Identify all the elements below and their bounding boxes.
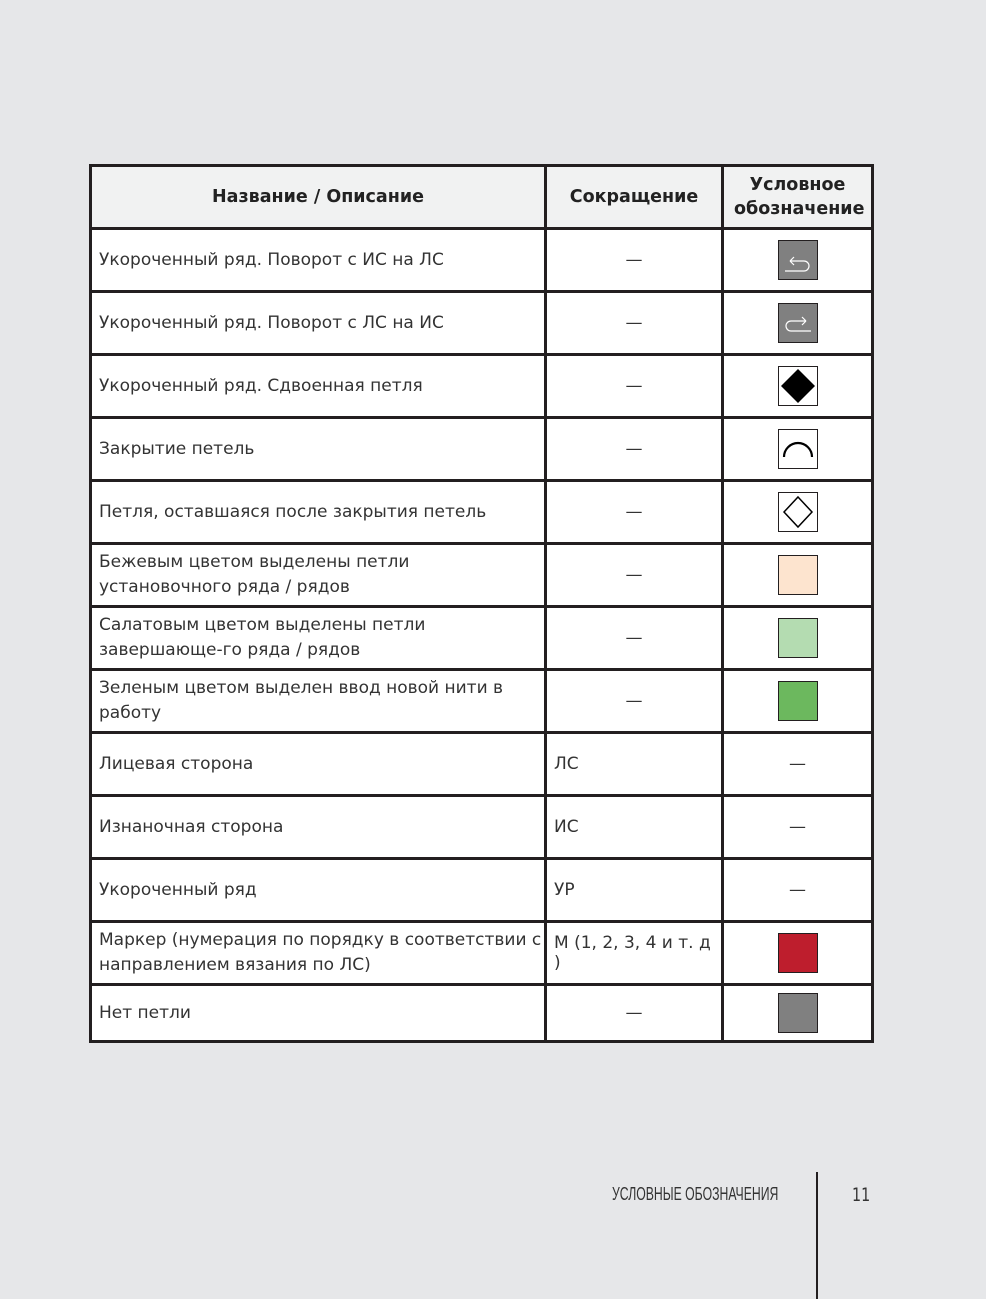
table-row xyxy=(91,418,873,481)
table-body xyxy=(91,229,873,1042)
row-abbreviation: — xyxy=(546,670,723,733)
arc-icon xyxy=(778,429,818,469)
section-title: УСЛОВНЫЕ ОБОЗНАЧЕНИЯ xyxy=(612,1184,779,1204)
row-symbol: — xyxy=(723,859,873,922)
table-row xyxy=(91,922,873,985)
swatch-icon xyxy=(778,993,818,1033)
row-abbreviation: ИС xyxy=(546,796,723,859)
row-description: Маркер (нумерация по порядку в соответствии с направлением вязания по ЛС) xyxy=(91,922,546,985)
row-symbol xyxy=(723,544,873,607)
outline-diamond-icon xyxy=(778,492,818,532)
row-abbreviation: — xyxy=(546,607,723,670)
turn-left-arrow-icon xyxy=(778,240,818,280)
row-symbol xyxy=(723,985,873,1042)
row-symbol xyxy=(723,922,873,985)
row-description: Укороченный ряд. Поворот с ИС на ЛС xyxy=(91,229,546,292)
table-row xyxy=(91,481,873,544)
row-symbol xyxy=(723,292,873,355)
row-abbreviation: УР xyxy=(546,859,723,922)
table-row xyxy=(91,229,873,292)
row-symbol xyxy=(723,229,873,292)
header-description: Название / Описание xyxy=(91,166,546,229)
row-description: Бежевым цветом выделены петли установочного ряда / рядов xyxy=(91,544,546,607)
row-description: Укороченный ряд xyxy=(91,859,546,922)
table-row xyxy=(91,796,873,859)
swatch-icon xyxy=(778,681,818,721)
row-description: Изнаночная сторона xyxy=(91,796,546,859)
row-abbreviation: — xyxy=(546,229,723,292)
row-abbreviation: ЛС xyxy=(546,733,723,796)
row-description: Укороченный ряд. Сдвоенная петля xyxy=(91,355,546,418)
page-number: 11 xyxy=(852,1184,871,1206)
table-row xyxy=(91,859,873,922)
swatch-icon xyxy=(778,933,818,973)
row-symbol: — xyxy=(723,796,873,859)
row-abbreviation: М (1, 2, 3, 4 и т. д ) xyxy=(546,922,723,985)
swatch-icon xyxy=(778,618,818,658)
table-row xyxy=(91,544,873,607)
table-row xyxy=(91,607,873,670)
row-description: Салатовым цветом выделены петли завершающе-го ряда / рядов xyxy=(91,607,546,670)
row-symbol xyxy=(723,670,873,733)
row-description: Зеленым цветом выделен ввод новой нити в работу xyxy=(91,670,546,733)
row-description: Нет петли xyxy=(91,985,546,1042)
row-symbol xyxy=(723,355,873,418)
row-symbol xyxy=(723,418,873,481)
footer-divider xyxy=(816,1172,818,1299)
filled-diamond-icon xyxy=(778,366,818,406)
table-row xyxy=(91,733,873,796)
swatch-icon xyxy=(778,555,818,595)
turn-right-arrow-icon xyxy=(778,303,818,343)
table-row xyxy=(91,355,873,418)
row-symbol xyxy=(723,481,873,544)
row-abbreviation: — xyxy=(546,292,723,355)
row-abbreviation: — xyxy=(546,355,723,418)
row-abbreviation: — xyxy=(546,481,723,544)
table-header-row xyxy=(91,166,873,229)
row-symbol: — xyxy=(723,733,873,796)
table-row xyxy=(91,292,873,355)
row-description: Закрытие петель xyxy=(91,418,546,481)
row-description: Укороченный ряд. Поворот с ЛС на ИС xyxy=(91,292,546,355)
header-symbol: Условное обозначение xyxy=(723,166,873,229)
row-description: Лицевая сторона xyxy=(91,733,546,796)
legend-table xyxy=(89,164,874,1043)
table-row xyxy=(91,670,873,733)
row-description: Петля, оставшаяся после закрытия петель xyxy=(91,481,546,544)
row-abbreviation: — xyxy=(546,418,723,481)
row-symbol xyxy=(723,607,873,670)
row-abbreviation: — xyxy=(546,985,723,1042)
table-row xyxy=(91,985,873,1042)
row-abbreviation: — xyxy=(546,544,723,607)
header-abbreviation: Сокращение xyxy=(546,166,723,229)
